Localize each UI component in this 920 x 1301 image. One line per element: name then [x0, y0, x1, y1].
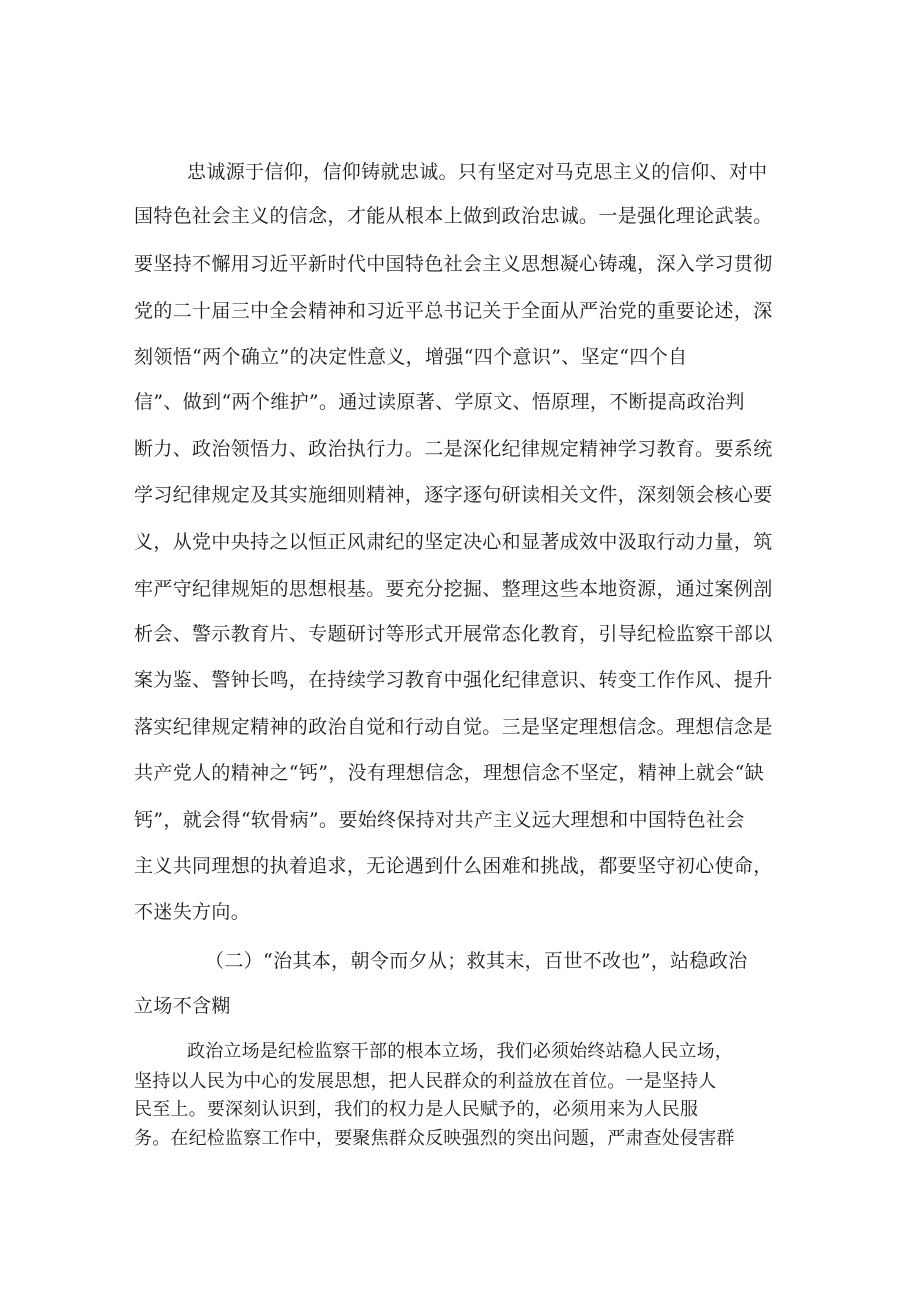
heading-line: （二）“治其本，朝令而夕从；救其末，百世不改也”，站稳政治 — [205, 950, 748, 972]
text-line: 钙”，就会得“软骨病”。要始终保持对共产主义远大理想和中国特色社会 — [134, 809, 745, 831]
text-line: 政治立场是纪检监察干部的根本立场，我们必须始终站稳人民立场， — [187, 1041, 733, 1062]
text-line: 牢严守纪律规矩的思想根基。要充分挖掘、整理这些本地资源，通过案例剖 — [134, 578, 773, 600]
text-line: 信”、做到“两个维护”。通过读原著、学原文、悟原理，不断提高政治判 — [134, 391, 745, 413]
text-line: 刻领悟“两个确立”的决定性意义，增强“四个意识”、坚定“四个自 — [134, 346, 688, 368]
text-line: 党的二十届三中全会精神和习近平总书记关于全面从严治党的重要论述，深 — [134, 300, 773, 322]
text-line: 落实纪律规定精神的政治自觉和行动自觉。三是坚定理想信念。理想信念是 — [134, 716, 773, 738]
text-line: 忠诚源于信仰，信仰铸就忠诚。只有坚定对马克思主义的信仰、对中 — [187, 161, 768, 183]
text-line: 断力、政治领悟力、政治执行力。二是深化纪律规定精神学习教育。要系统 — [134, 438, 773, 460]
text-line: 不迷失方向。 — [134, 901, 251, 923]
text-line: 坚持以人民为中心的发展思想，把人民群众的利益放在首位。一是坚持人 — [134, 1071, 717, 1092]
text-line: 务。在纪检监察工作中，要聚焦群众反映强烈的突出问题，严肃查处侵害群 — [134, 1128, 735, 1149]
text-line: 义，从党中央持之以恒正风肃纪的坚定决心和显著成效中汲取行动力量，筑 — [134, 531, 773, 553]
heading-line: 立场不含糊 — [134, 995, 231, 1017]
text-line: 要坚持不懈用习近平新时代中国特色社会主义思想凝心铸魂，深入学习贯彻 — [134, 253, 773, 275]
text-line: 国特色社会主义的信念，才能从根本上做到政治忠诚。一是强化理论武装。 — [134, 205, 773, 227]
text-line: 析会、警示教育片、专题研讨等形式开展常态化教育，引导纪检监察干部以 — [134, 623, 773, 645]
text-line: 学习纪律规定及其实施细则精神，逐字逐句研读相关文件，深刻领会核心要 — [134, 484, 773, 506]
text-line: 案为鉴、警钟长鸣，在持续学习教育中强化纪律意识、转变工作作风、提升 — [134, 669, 773, 691]
text-line: 共产党人的精神之“钙”，没有理想信念，理想信念不坚定，精神上就会“缺 — [134, 762, 765, 784]
text-line: 主义共同理想的执着追求，无论遇到什么困难和挑战，都要坚守初心使命， — [134, 855, 773, 877]
text-line: 民至上。要深刻认识到，我们的权力是人民赋予的，必须用来为人民服 — [134, 1099, 699, 1120]
